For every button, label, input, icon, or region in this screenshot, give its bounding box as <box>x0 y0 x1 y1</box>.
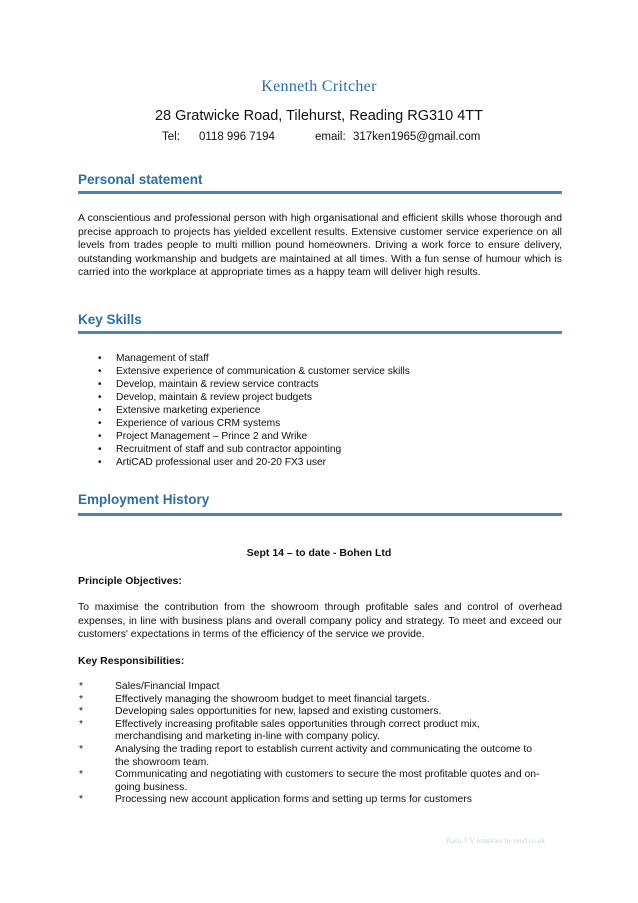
objectives-text: To maximise the contribution from the showroom through profitable sales and control of overhead expenses, in line with business plans and overall company policy and strategy. To meet and exceed our customers' expectations in terms of the efficiency of the service we provide. <box>78 602 562 640</box>
address: 28 Gratwicke Road, Tilehurst, Reading RG310 4TT <box>154 108 483 124</box>
bullet-icon: • <box>98 392 102 403</box>
asterisk-icon: * <box>79 794 84 806</box>
job-title: Sept 14 – to date - Bohen Ltd <box>246 547 392 559</box>
bullet-icon: • <box>98 457 102 468</box>
bullet-icon: • <box>98 444 102 455</box>
objectives-label: Principle Objectives: <box>78 575 182 587</box>
personal-statement-text: A conscientious and professional person with high organisational and efficient skills whose thorough and precise approach to projects has yielded excellent results. Extensive customer service experience on all levels from trades people to multi million pound homeowners. Driving a work force to ensure delivery, outstanding workmanship and budgets are maintained at all times. With a fun sense of humour which is carried into the workplace at appropriate times as a happy team will deliver high results. <box>78 213 562 278</box>
footer-watermark: Basic CV template by reed.co.uk <box>446 836 546 845</box>
list-item: * Developing sales opportunities for new, lapsed and existing customers. <box>79 706 442 718</box>
bullet-icon: • <box>98 366 102 377</box>
email-label: email: <box>315 131 346 143</box>
skill-item: • Extensive experience of communication & customer service skills <box>98 366 410 377</box>
contact-line <box>162 131 480 143</box>
email-value: 317ken1965@gmail.com <box>353 131 481 143</box>
asterisk-icon: * <box>79 681 84 692</box>
bullet-icon: • <box>98 418 102 429</box>
list-item: * Communicating and negotiating with customers to secure the most profitable quotes and on- going business. <box>79 769 540 793</box>
skill-item: • Extensive marketing experience <box>98 405 261 416</box>
bullet-icon: • <box>98 405 102 416</box>
list-item: * Effectively managing the showroom budget to meet financial targets. <box>79 693 430 705</box>
skill-item: • Develop, maintain & review service contracts <box>98 379 319 390</box>
section-divider <box>78 191 562 194</box>
skill-item: • Management of staff <box>98 353 209 364</box>
responsibilities-label: Key Responsibilities: <box>78 655 185 667</box>
list-item: * Effectively increasing profitable sales opportunities through correct product mix, merchandising and marketing in-line with company policy. <box>79 718 480 743</box>
skill-item: • Experience of various CRM systems <box>98 418 281 429</box>
key-skills-heading: Key Skills <box>78 312 142 327</box>
tel-value: 0118 996 7194 <box>199 131 275 143</box>
skill-item: • Project Management – Prince 2 and Wrike <box>98 431 308 442</box>
bullet-icon: • <box>98 353 102 364</box>
bullet-icon: • <box>98 379 102 390</box>
asterisk-icon: * <box>79 743 84 755</box>
skill-item: • ArtiCAD professional user and 20-20 FX3 user <box>98 457 327 468</box>
asterisk-icon: * <box>79 718 84 730</box>
key-skills-list <box>78 352 562 469</box>
list-item: * Processing new account application forms and setting up terms for customers <box>79 794 472 806</box>
responsibilities-list <box>78 681 562 807</box>
asterisk-icon: * <box>79 693 84 705</box>
employment-history-heading: Employment History <box>78 492 210 507</box>
bullet-icon: • <box>98 431 102 442</box>
tel-label: Tel: <box>162 131 180 143</box>
asterisk-icon: * <box>79 706 84 718</box>
skill-item: • Develop, maintain & review project budgets <box>98 392 312 403</box>
section-divider <box>78 331 562 334</box>
asterisk-icon: * <box>79 769 84 781</box>
list-item: * Analysing the trading report to establish current activity and communicating the outcome to the showroom team. <box>79 743 533 768</box>
list-item: * Sales/Financial Impact <box>79 681 220 692</box>
candidate-name: Kenneth Critcher <box>261 78 377 95</box>
section-divider <box>78 513 562 516</box>
personal-statement-heading: Personal statement <box>78 172 203 187</box>
skill-item: • Recruitment of staff and sub contractor appointing <box>98 444 342 455</box>
